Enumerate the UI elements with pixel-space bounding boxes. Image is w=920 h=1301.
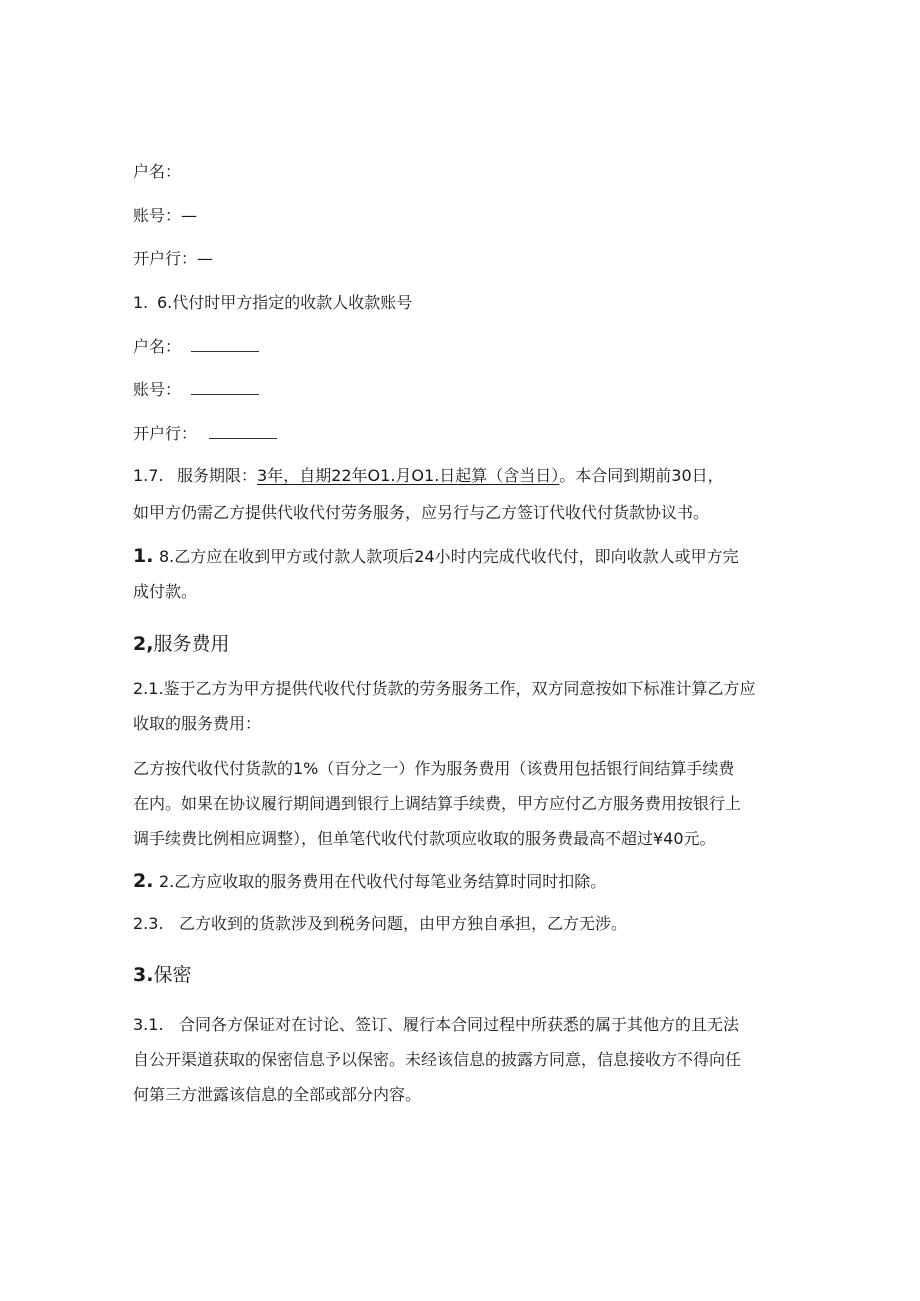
clause-text: 2.乙方应收取的服务费用在代收代付每笔业务结算时同时扣除。 [159, 872, 607, 891]
clause-1-7 [133, 465, 724, 487]
clause-text: 合同各方保证对在讨论、签订、履行本合同过程中所获悉的属于其他方的且无法 [179, 1015, 740, 1034]
bank-row [133, 248, 213, 270]
clause-number: 2. [133, 870, 154, 892]
clause-text: 调手续费比例相应调整），但单笔代收代付款项应收取的服务费最高不超过¥40元。 [133, 829, 716, 848]
clause-number: 1.7. [133, 466, 164, 485]
account-no-label: 账号： [133, 206, 182, 225]
payee-account-no-label: 账号： [133, 380, 182, 399]
account-name-label: 户名： [133, 162, 182, 181]
fee-paragraph-line1 [133, 758, 734, 780]
section-number: 2, [133, 633, 154, 655]
section-title: 服务费用 [153, 633, 230, 655]
clause-2-1 [133, 678, 756, 700]
clause-text: 。本合同到期前30日， [559, 466, 724, 485]
clause-label: 服务期限： [177, 466, 258, 485]
clause-1-7-line2 [133, 502, 709, 524]
fee-paragraph-line2 [133, 793, 741, 815]
section-number: 3. [133, 964, 154, 986]
clause-number: 3.1. [133, 1015, 164, 1034]
payee-account-no-blank [191, 378, 259, 395]
clause-2-3 [133, 913, 627, 935]
clause-text: 收取的服务费用： [133, 714, 262, 733]
payee-account-name-label: 户名： [133, 337, 182, 356]
bank-value: — [197, 249, 214, 268]
clause-text: 在内。如果在协议履行期间遇到银行上调结算手续费，甲方应付乙方服务费用按银行上 [133, 794, 742, 813]
account-no-row [133, 205, 197, 227]
clause-text: 8.乙方应在收到甲方或付款人款项后24小时内完成代收代付，即向收款人或甲方完 [159, 547, 739, 566]
clause-1-8-line2 [133, 581, 197, 603]
clause-text: 如甲方仍需乙方提供代收代付劳务服务，应另行与乙方签订代收代付货款协议书。 [133, 503, 710, 522]
clause-text: 自公开渠道获取的保密信息予以保密。未经该信息的披露方同意，信息接收方不得向任 [133, 1050, 742, 1069]
clause-text: 乙方按代收代付货款的1%（百分之一）作为服务费用（该费用包括银行间结算手续费 [133, 759, 735, 778]
section-3-heading [133, 964, 191, 986]
clause-2-2 [133, 870, 606, 893]
fee-paragraph-line3 [133, 828, 716, 850]
clause-text: 6.代付时甲方指定的收款人收款账号 [157, 293, 413, 312]
clause-3-1-line2 [133, 1049, 741, 1071]
section-2-heading [133, 633, 229, 655]
account-name-row [133, 161, 181, 183]
section-title: 保密 [153, 964, 192, 986]
clause-3-1 [133, 1014, 739, 1036]
payee-bank-label: 开户行： [133, 424, 198, 443]
account-no-value: — [181, 206, 198, 225]
clause-1-6 [133, 292, 412, 314]
clause-2-1-line2 [133, 713, 261, 735]
service-term: 3年，自期22年O1.月O1.日起算（含当日） [257, 466, 560, 485]
clause-3-1-line3 [133, 1084, 421, 1106]
clause-text: 何第三方泄露该信息的全部或部分内容。 [133, 1085, 422, 1104]
clause-text: 乙方收到的货款涉及到税务问题，由甲方独自承担，乙方无涉。 [179, 914, 628, 933]
clause-number: 2.3. [133, 914, 164, 933]
clause-number: 1. [133, 545, 154, 567]
clause-text: 2.1.鉴于乙方为甲方提供代收代付货款的劳务服务工作，双方同意按如下标准计算乙方应 [133, 679, 756, 698]
payee-account-name-blank [191, 335, 259, 352]
payee-account-no-row [133, 378, 259, 401]
payee-bank-row [133, 422, 277, 445]
bank-label: 开户行： [133, 249, 198, 268]
payee-bank-blank [209, 422, 277, 439]
clause-1-8 [133, 545, 739, 568]
payee-account-name-row [133, 335, 259, 358]
clause-text: 成付款。 [133, 582, 198, 601]
clause-number: 1. [133, 293, 149, 312]
